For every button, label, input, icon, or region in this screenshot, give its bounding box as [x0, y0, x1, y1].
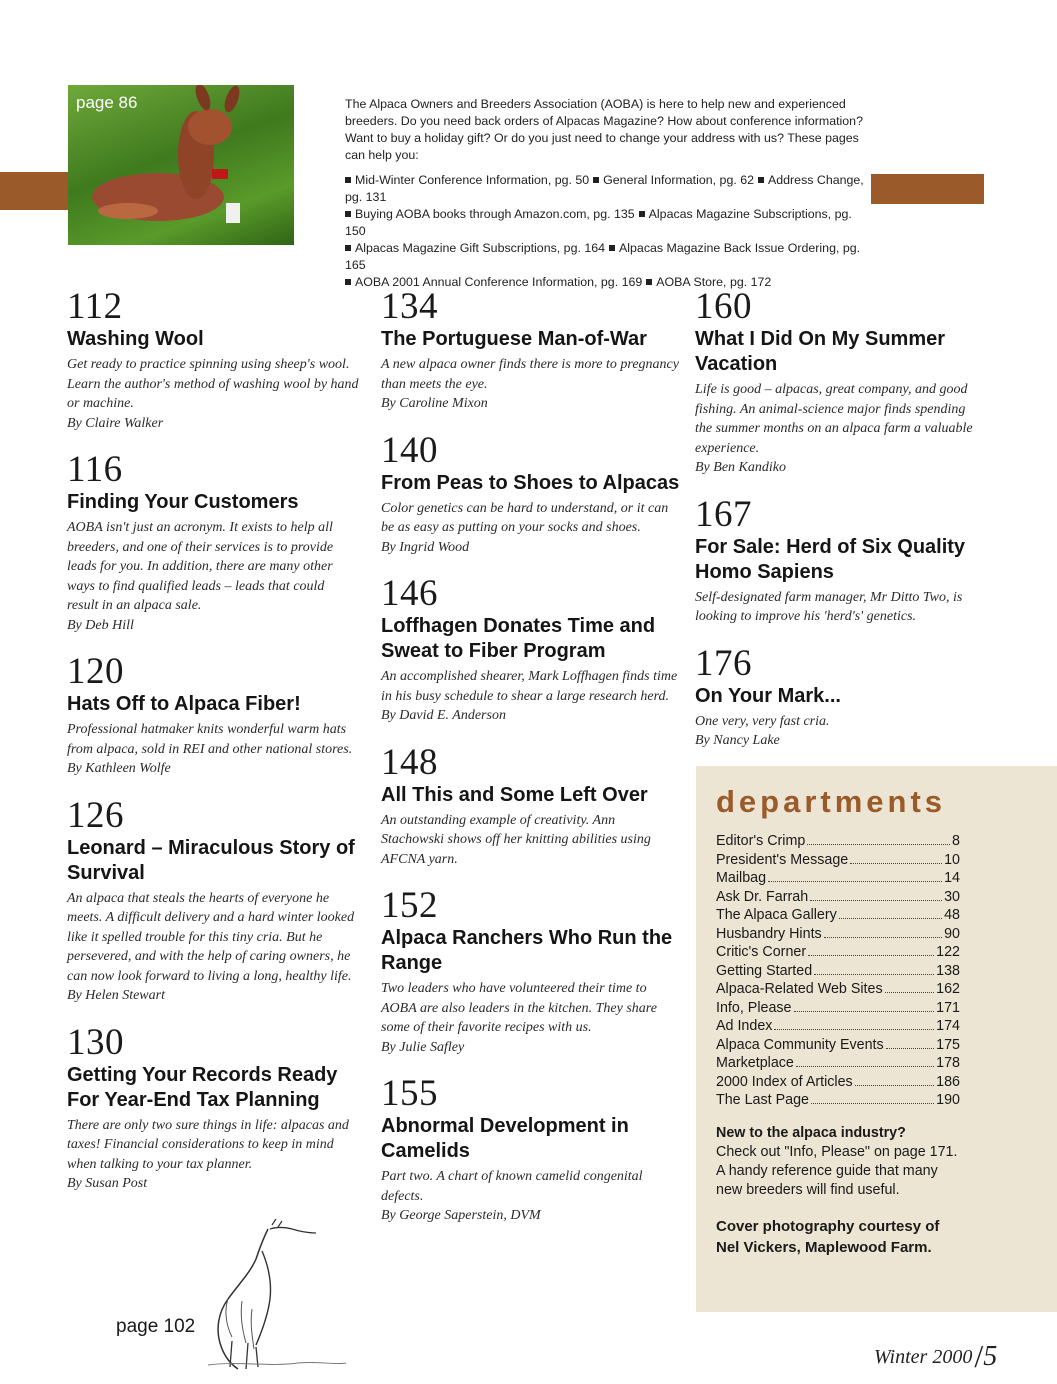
article-author: By Deb Hill [67, 617, 134, 633]
article-entry [381, 1073, 681, 1226]
leader-dots [885, 992, 935, 993]
department-label: Ask Dr. Farrah [716, 888, 809, 905]
accent-bar-right [871, 174, 984, 204]
article-title: On Your Mark... [695, 684, 841, 707]
page-footer [874, 1338, 997, 1375]
article-author: By Claire Walker [67, 415, 164, 431]
articles-column-2 [381, 286, 681, 1246]
new-to-industry-text: Check out "Info, Please" on page 171. A handy reference guide that many new breeders will find useful. [716, 1143, 958, 1198]
leader-dots [768, 881, 942, 882]
accent-bar-left [0, 172, 68, 210]
article-description: One very, very fast cria. [695, 713, 830, 729]
article-entry [381, 429, 681, 558]
photo-page-label: page 86 [76, 93, 138, 112]
department-page: 10 [944, 851, 960, 868]
leader-dots [794, 1011, 935, 1012]
article-description: An alpaca that steals the hearts of everyone he meets. A difficult delivery and a hard winter looked like it spelled trouble for this tiny cria. But he persevered, and with the help of caring owners, he can now look forward to living a long, healthy life. [67, 890, 355, 984]
leader-dots [855, 1085, 934, 1086]
footer-page-number: 5 [983, 1341, 998, 1372]
department-item [716, 832, 960, 851]
departments-content [716, 784, 960, 1258]
department-label: Marketplace [716, 1055, 794, 1071]
department-page: 171 [936, 999, 960, 1016]
article-entry [67, 651, 359, 779]
department-item [716, 1054, 960, 1073]
article-description: Two leaders who have volunteered their time to AOBA are also leaders in the kitchen. They share some of their favorite recipes with us. [381, 981, 657, 1035]
article-entry [67, 794, 359, 1006]
article-entry [381, 741, 681, 870]
quick-link: Address Change, pg. 131 [345, 173, 864, 204]
department-page: 90 [944, 925, 960, 942]
department-item [716, 999, 960, 1018]
department-page: 190 [936, 1092, 960, 1108]
quick-link: Mid-Winter Conference Information, pg. 50 [355, 173, 590, 187]
article-title: Hats Off to Alpaca Fiber! [67, 693, 301, 715]
footer-season: Winter 2000 [874, 1346, 973, 1368]
article-entry [67, 286, 359, 433]
article-author: By Nancy Lake [695, 733, 780, 748]
department-item [716, 1091, 960, 1110]
article-description: Self-designated farm manager, Mr Ditto Two, is looking to improve his 'herd's' genetics. [695, 589, 963, 624]
article-title: Leonard – Miraculous Story of Survival [67, 836, 355, 884]
article-entry [695, 642, 985, 751]
leader-dots [807, 844, 950, 845]
quick-link: Alpacas Magazine Gift Subscriptions, pg. 164 [355, 241, 606, 255]
article-description: Color genetics can be hard to understand, or it can be as easy as putting on your socks and shoes. [381, 500, 669, 535]
quick-link: General Information, pg. 62 [603, 173, 754, 187]
sketch-page-label: page 102 [116, 1316, 196, 1337]
department-label: Husbandry Hints [716, 925, 822, 942]
article-page-number: 146 [381, 573, 438, 614]
leader-dots [774, 1029, 934, 1030]
leader-dots [839, 918, 942, 919]
article-page-number: 152 [381, 885, 438, 926]
department-item [716, 980, 960, 999]
article-description: An outstanding example of creativity. Ann Stachowski shows off her knitting abilities using AFCNA yarn. [381, 812, 651, 867]
article-description: AOBA isn't just an acronym. It exists to help all breeders, and one of their services is to provide leads for you. In addition, there are many other ways to find qualified leads – leads that could result in an alpaca sale. [67, 520, 334, 613]
article-description: Professional hatmaker knits wonderful warm hats from alpaca, sold in REI and other national stores. [67, 722, 353, 757]
department-item [716, 906, 960, 925]
square-bullet-icon [345, 177, 351, 183]
article-title: What I Did On My Summer Vacation [695, 328, 946, 375]
intro-text: The Alpaca Owners and Breeders Association (AOBA) is here to help new and experienced breeders. Do you need back orders of Alpacas Magazine? How about conference information? Want to buy a holiday gift? Or do you just need to change your address with us? These pages can help you: [345, 97, 863, 162]
footer-slash: / [974, 1338, 984, 1374]
leader-dots [814, 974, 934, 975]
department-page: 122 [936, 944, 960, 960]
article-page-number: 160 [695, 286, 752, 327]
department-page: 14 [944, 870, 960, 886]
department-page: 138 [936, 962, 960, 979]
department-label: Getting Started [716, 962, 813, 979]
article-title: Abnormal Development in Camelids [381, 1115, 629, 1162]
article-page-number: 112 [67, 286, 123, 327]
department-label: 2000 Index of Articles [716, 1073, 853, 1090]
leader-dots [811, 1103, 934, 1104]
departments-heading: departments [716, 784, 947, 819]
department-label: The Alpaca Gallery [716, 907, 837, 923]
article-title: Alpaca Ranchers Who Run the Range [381, 927, 673, 974]
article-description: Part two. A chart of known camelid congenital defects. [381, 1169, 643, 1204]
article-page-number: 126 [67, 794, 124, 836]
department-item [716, 888, 960, 907]
alpaca-sketch-illustration [198, 1215, 348, 1375]
department-item [716, 1073, 960, 1092]
article-entry [67, 1021, 359, 1194]
new-to-industry-heading: New to the alpaca industry? [716, 1124, 906, 1141]
leader-dots [808, 955, 934, 956]
quick-link-line [345, 240, 865, 274]
department-item [716, 925, 960, 944]
leader-dots [796, 1066, 934, 1067]
quick-link-line [345, 172, 865, 206]
leader-dots [824, 937, 942, 938]
article-description: Life is good – alpacas, great company, and good fishing. An animal-science major finds spending the summer months on an alpaca farm a valuable experience. [695, 382, 973, 456]
articles-column-1 [67, 286, 359, 1214]
article-author: By Julie Safley [381, 1039, 465, 1055]
article-page-number: 167 [695, 493, 752, 535]
quick-link: Alpacas Magazine Subscriptions, pg. 150 [345, 207, 852, 238]
cover-credit: Cover photography courtesy of Nel Vickers, Maplewood Farm. [716, 1217, 940, 1256]
article-entry [695, 286, 985, 478]
article-title: Loffhagen Donates Time and Sweat to Fiber Program [381, 615, 656, 662]
leader-dots [810, 900, 942, 901]
article-entry [381, 885, 681, 1057]
quick-links [345, 172, 865, 291]
article-page-number: 130 [67, 1021, 124, 1063]
square-bullet-icon [639, 211, 645, 217]
department-page: 48 [944, 907, 960, 923]
department-page: 178 [936, 1055, 960, 1071]
article-title: Getting Your Records Ready For Year-End Tax Planning [67, 1063, 338, 1111]
article-description: An accomplished shearer, Mark Loffhagen finds time in his busy schedule to shear a large research herd. [381, 669, 678, 704]
departments-box [696, 766, 1057, 1312]
article-author: By George Saperstein, DVM [381, 1208, 541, 1223]
article-author: By Ingrid Wood [381, 539, 470, 555]
article-description: There are only two sure things in life: alpacas and taxes! Financial considerations to keep in mind when talking to your tax planner. [67, 1117, 349, 1172]
departments-list [716, 832, 960, 1110]
department-label: Critic's Corner [716, 944, 807, 960]
square-bullet-icon [609, 245, 615, 251]
article-page-number: 140 [381, 429, 438, 471]
intro-block [345, 96, 865, 291]
article-description: A new alpaca owner finds there is more to pregnancy than meets the eye. [381, 357, 679, 392]
square-bullet-icon [593, 177, 599, 183]
article-entry [381, 286, 681, 414]
department-label: Mailbag [716, 870, 767, 886]
department-label: Editor's Crimp [716, 833, 806, 849]
department-item [716, 1036, 960, 1055]
article-author: By Ben Kandiko [695, 460, 786, 475]
department-page: 174 [936, 1018, 960, 1034]
department-item [716, 943, 960, 962]
square-bullet-icon [345, 211, 351, 217]
department-page: 175 [936, 1036, 960, 1053]
alpaca-photo [68, 85, 294, 245]
article-author: By Caroline Mixon [381, 396, 488, 411]
articles-column-3 [695, 286, 985, 771]
leader-dots [886, 1048, 934, 1049]
quick-link: Alpacas Magazine Back Issue Ordering, pg. 165 [345, 241, 861, 272]
article-entry [381, 573, 681, 726]
article-page-number: 155 [381, 1073, 438, 1114]
department-label: Ad Index [716, 1018, 773, 1034]
article-author: By Susan Post [67, 1176, 148, 1191]
article-title: For Sale: Herd of Six Quality Homo Sapiens [695, 535, 966, 583]
quick-link-line [345, 206, 865, 240]
article-title: The Portuguese Man-of-War [381, 328, 647, 350]
article-title: Finding Your Customers [67, 491, 299, 513]
article-page-number: 116 [67, 449, 123, 490]
article-title: All This and Some Left Over [381, 783, 648, 806]
quick-link: AOBA 2001 Annual Conference Information, pg. 169 [355, 275, 643, 289]
department-label: Info, Please [716, 999, 792, 1016]
quick-link: Buying AOBA books through Amazon.com, pg. 135 [355, 207, 635, 221]
article-author: By David E. Anderson [381, 708, 506, 723]
department-page: 186 [936, 1073, 960, 1090]
department-page: 162 [936, 981, 960, 997]
leader-dots [850, 863, 942, 864]
article-entry [67, 449, 359, 635]
department-item [716, 869, 960, 888]
department-item [716, 851, 960, 870]
square-bullet-icon [345, 245, 351, 251]
new-to-industry-note [716, 1124, 960, 1200]
article-author: By Helen Stewart [67, 988, 165, 1003]
department-page: 8 [952, 833, 960, 849]
article-page-number: 148 [381, 741, 438, 783]
article-entry [695, 493, 985, 627]
square-bullet-icon [646, 279, 652, 285]
department-page: 30 [944, 888, 960, 905]
quick-link: AOBA Store, pg. 172 [656, 275, 772, 289]
department-item [716, 962, 960, 981]
department-label: The Last Page [716, 1092, 809, 1108]
article-author: By Kathleen Wolfe [67, 761, 171, 776]
article-title: Washing Wool [67, 328, 204, 350]
department-item [716, 1017, 960, 1036]
department-label: Alpaca Community Events [716, 1036, 884, 1053]
square-bullet-icon [758, 177, 764, 183]
square-bullet-icon [345, 279, 351, 285]
department-label: Alpaca-Related Web Sites [716, 981, 883, 997]
department-label: President's Message [716, 851, 849, 868]
article-title: From Peas to Shoes to Alpacas [381, 471, 680, 494]
article-page-number: 134 [381, 286, 438, 327]
article-page-number: 176 [695, 642, 752, 684]
article-description: Get ready to practice spinning using sheep's wool. Learn the author's method of washing wool by hand or machine. [67, 357, 359, 411]
article-page-number: 120 [67, 651, 124, 692]
